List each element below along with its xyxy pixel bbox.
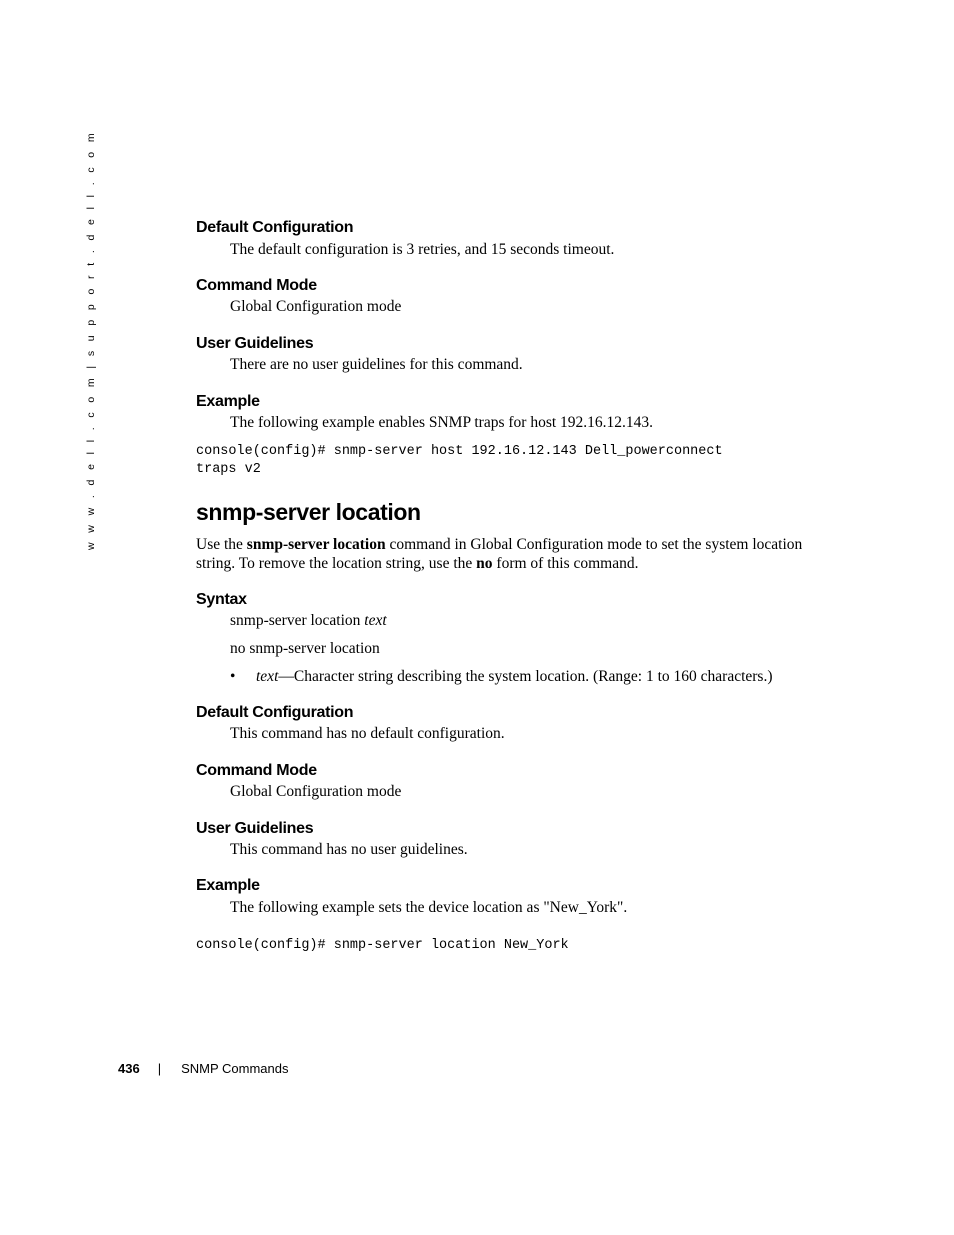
intro-command: snmp-server location <box>246 536 386 553</box>
syntax-heading: Syntax <box>196 591 247 608</box>
user-guidelines-text: There are no user guidelines for this command. <box>230 356 523 373</box>
bullet-term: text <box>256 668 279 685</box>
intro-no-keyword: no <box>476 555 493 572</box>
section-user-guidelines-text: This command has no user guidelines. <box>230 841 468 858</box>
syntax-line-1 <box>230 612 387 630</box>
section-default-config-heading: Default Configuration <box>196 704 354 721</box>
section-command-mode-text: Global Configuration mode <box>230 783 402 800</box>
chapter-name: SNMP Commands <box>181 1061 289 1076</box>
section-default-config-text: This command has no default configuration. <box>230 725 505 742</box>
bullet-icon: • <box>230 668 236 685</box>
page-number: 436 <box>118 1061 140 1076</box>
intro-text-2: command in Global Configuration mode to set the system location string. To remove the location string, use the <box>196 536 803 572</box>
section-example-text: The following example sets the device location as "New_York". <box>230 899 628 916</box>
command-mode-heading: Command Mode <box>196 277 317 294</box>
command-mode-text: Global Configuration mode <box>230 298 402 315</box>
section-title: snmp-server location <box>196 499 421 525</box>
example-code-line-1: console(config)# snmp-server host 192.16.12.143 Dell_powerconnect <box>196 444 723 459</box>
default-config-text: The default configuration is 3 retries, and 15 seconds timeout. <box>230 241 615 258</box>
intro-text-3: form of this command. <box>492 555 639 572</box>
example-code-line-2: traps v2 <box>196 462 261 477</box>
sidebar-url: w w w . d e l l . c o m | s u p p o r t . d e l l . c o m <box>85 129 97 550</box>
section-example-code: console(config)# snmp-server location New_York <box>196 938 569 953</box>
section-user-guidelines-heading: User Guidelines <box>196 820 314 837</box>
default-config-heading: Default Configuration <box>196 219 354 236</box>
bullet-description: —Character string describing the system location. (Range: 1 to 160 characters.) <box>278 668 773 685</box>
example-heading: Example <box>196 393 260 410</box>
syntax-bullet <box>256 668 773 686</box>
section-example-heading: Example <box>196 877 260 894</box>
page-footer <box>118 1061 289 1076</box>
user-guidelines-heading: User Guidelines <box>196 335 314 352</box>
syntax-argument: text <box>364 612 387 629</box>
syntax-command: snmp-server location <box>230 612 361 629</box>
section-intro <box>196 535 816 573</box>
example-text: The following example enables SNMP traps for host 192.16.12.143. <box>230 414 654 431</box>
footer-separator: | <box>157 1061 162 1076</box>
section-command-mode-heading: Command Mode <box>196 762 317 779</box>
intro-text-1: Use the <box>196 536 247 553</box>
syntax-line-2: no snmp-server location <box>230 640 380 657</box>
